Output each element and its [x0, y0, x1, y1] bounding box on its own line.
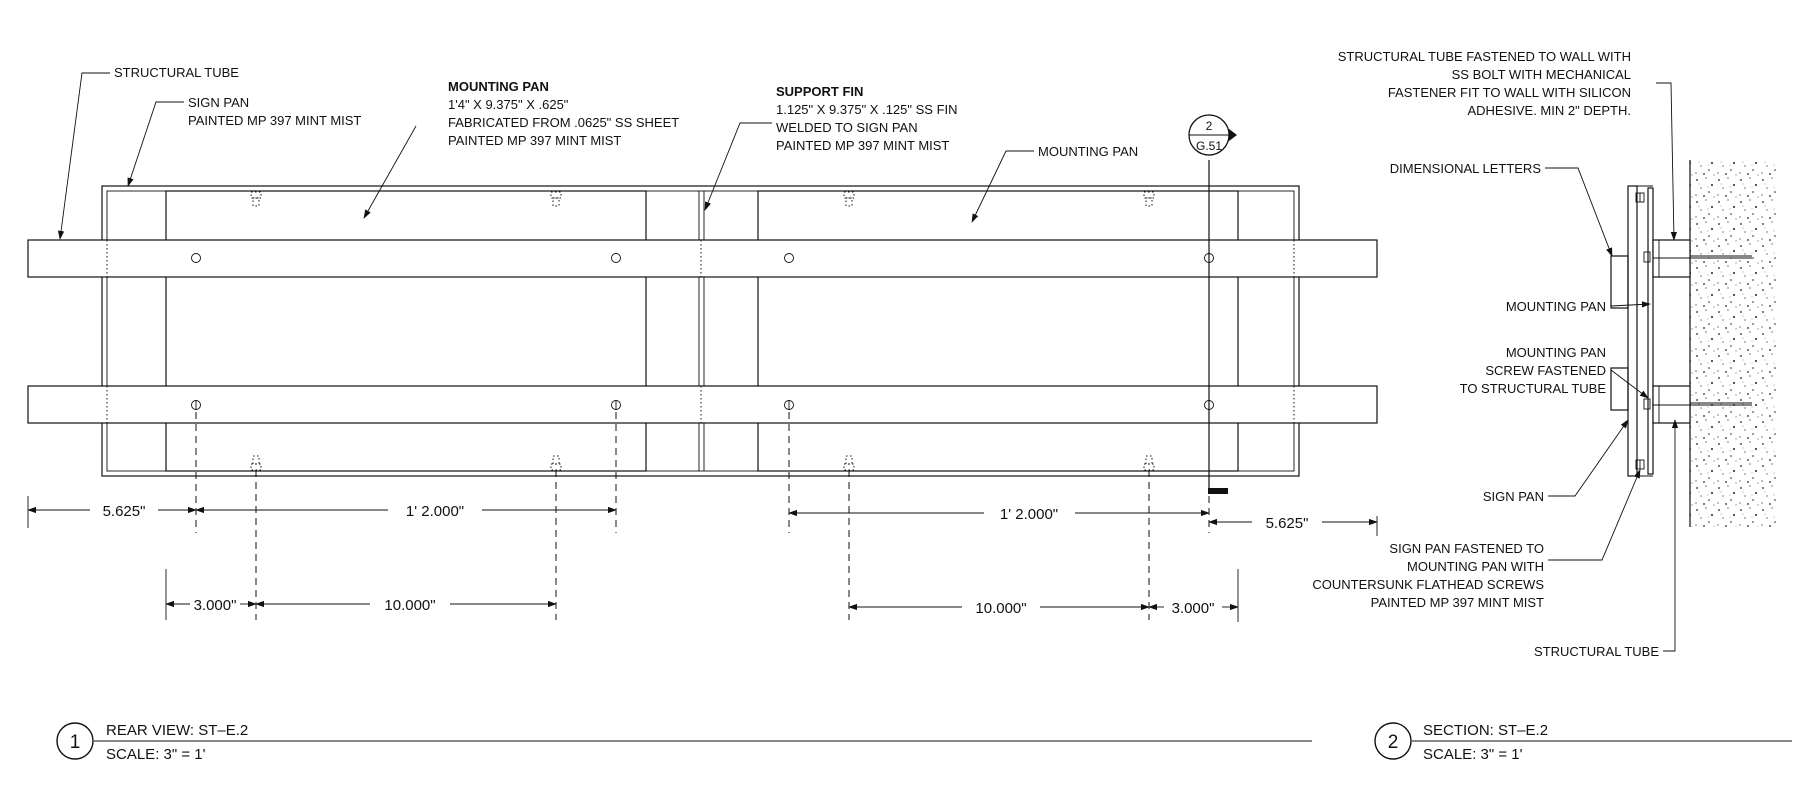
callout-support-fin-finish: PAINTED MP 397 MINT MIST: [776, 138, 950, 153]
structural-tube-lower: [28, 386, 1377, 423]
callout-tube-wall-1: STRUCTURAL TUBE FASTENED TO WALL WITH: [1337, 49, 1631, 64]
callout-support-fin-size: 1.125" X 9.375" X .125" SS FIN: [776, 102, 958, 117]
callout-mounting-pan-title: MOUNTING PAN: [448, 79, 549, 94]
dimension-lines: [28, 510, 1377, 607]
countersunk-screws-top: [251, 192, 1154, 206]
mounting-pan-section: [1648, 188, 1653, 474]
sign-pan-section: [1628, 186, 1637, 476]
mounting-pan-right: [758, 191, 1238, 471]
view-scale: SCALE: 3" = 1': [106, 746, 206, 763]
rear-view: [28, 65, 1377, 763]
sign-pan-inner: [107, 191, 1294, 471]
callout-sp-fasten-2: MOUNTING PAN WITH: [1407, 559, 1544, 574]
title-block-section: [1375, 722, 1792, 763]
view-title: REAR VIEW: ST–E.2: [106, 722, 249, 739]
callout-structural-tube: STRUCTURAL TUBE: [114, 65, 239, 80]
extension-lines: [28, 412, 1377, 622]
callout-tube-wall-2: SS BOLT WITH MECHANICAL: [1451, 67, 1631, 82]
section-cut-line: [1208, 160, 1228, 494]
callout-tube-wall-4: ADHESIVE. MIN 2" DEPTH.: [1467, 103, 1631, 118]
callout-sp-fasten-3: COUNTERSUNK FLATHEAD SCREWS: [1312, 577, 1544, 592]
callout-mounting-pan-material: FABRICATED FROM .0625" SS SHEET: [448, 115, 680, 130]
dimensional-letter-upper: [1611, 256, 1628, 308]
dimensional-letter-lower: [1611, 368, 1628, 410]
callout-support-fin-weld: WELDED TO SIGN PAN: [776, 120, 918, 135]
dim-left-end: 5.625": [102, 503, 146, 520]
callout-mounting-pan-finish: PAINTED MP 397 MINT MIST: [448, 133, 622, 148]
dim-right-offset: 3.000": [1171, 600, 1215, 617]
callout-mounting-pan-right: MOUNTING PAN: [1038, 144, 1139, 159]
dim-left-spacing: 10.000": [384, 597, 436, 614]
section-number: 2: [1387, 732, 1399, 753]
callout-mp-screw-3: TO STRUCTURAL TUBE: [1459, 381, 1606, 396]
sign-pan-outline: [102, 186, 1299, 476]
callout-mounting-pan-size: 1'4" X 9.375" X .625": [448, 97, 569, 112]
dim-right-span: 1' 2.000": [999, 506, 1059, 523]
mounting-pan-left: [166, 191, 646, 471]
callout-support-fin-title: SUPPORT FIN: [776, 84, 864, 99]
view-number: 1: [69, 732, 81, 753]
callout-mounting-pan: MOUNTING PAN: [1505, 299, 1606, 314]
section-marker-number: 2: [1205, 119, 1213, 133]
callout-sign-pan: SIGN PAN: [188, 95, 250, 110]
dim-left-span: 1' 2.000": [405, 503, 465, 520]
callout-sp-fasten-4: PAINTED MP 397 MINT MIST: [1370, 595, 1544, 610]
dim-right-spacing: 10.000": [975, 600, 1027, 617]
dim-left-offset: 3.000": [193, 597, 237, 614]
concrete-wall: [1690, 160, 1776, 527]
title-block-rear: [57, 722, 1312, 763]
section-title: SECTION: ST–E.2: [1423, 722, 1549, 739]
callout-dimensional-letters: DIMENSIONAL LETTERS: [1389, 161, 1541, 176]
callout-mp-screw-2: SCREW FASTENED: [1485, 363, 1606, 378]
structural-tube-upper: [28, 240, 1377, 277]
countersunk-screws-bottom: [251, 456, 1154, 470]
callout-mp-screw-1: MOUNTING PAN: [1505, 345, 1606, 360]
callout-tube-wall-3: FASTENER FIT TO WALL WITH SILICON: [1387, 85, 1631, 100]
callout-sign-pan-finish: PAINTED MP 397 MINT MIST: [188, 113, 362, 128]
callout-sp-fasten-1: SIGN PAN FASTENED TO: [1389, 541, 1544, 556]
callout-sign-pan: SIGN PAN: [1482, 489, 1544, 504]
section-marker: [1189, 114, 1237, 156]
section-view: [1312, 49, 1792, 763]
section-marker-sheet: G.51: [1195, 139, 1223, 153]
dim-right-end: 5.625": [1265, 515, 1309, 532]
callout-structural-tube: STRUCTURAL TUBE: [1534, 644, 1659, 659]
section-scale: SCALE: 3" = 1': [1423, 746, 1523, 763]
